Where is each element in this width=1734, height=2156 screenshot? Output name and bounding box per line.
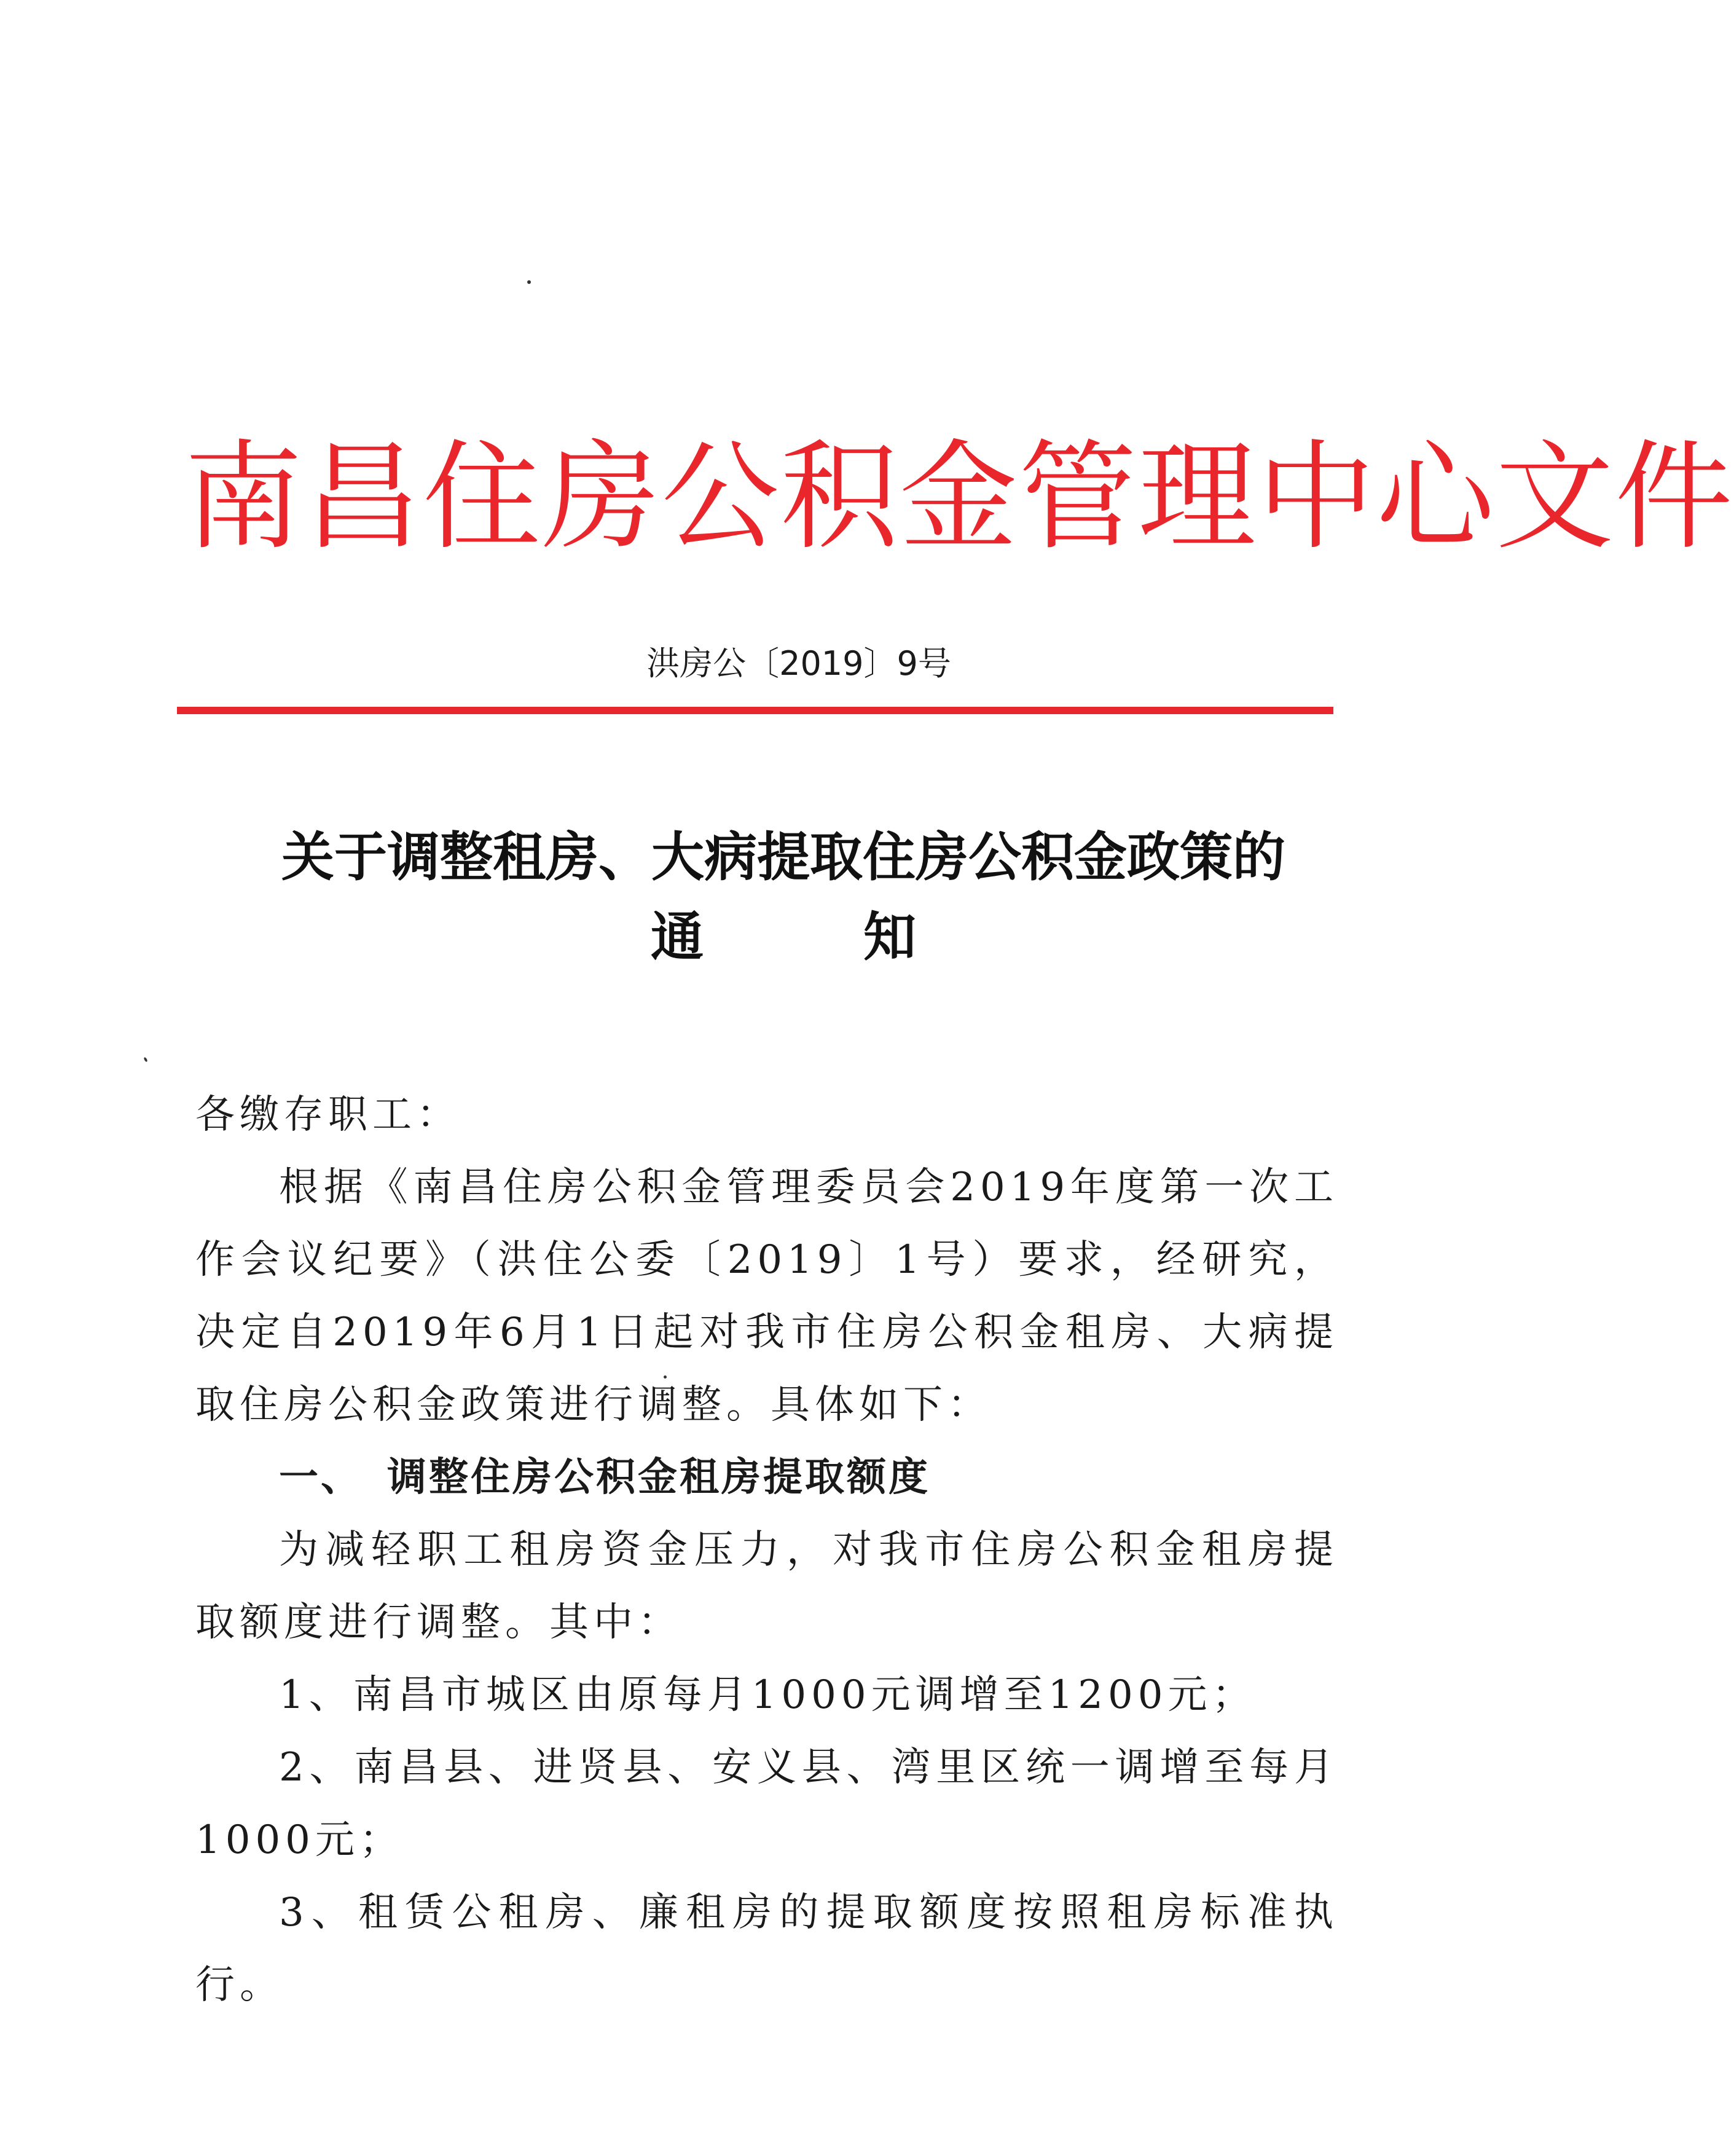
salutation: 各缴存职工： bbox=[195, 1092, 461, 1138]
scan-speck bbox=[143, 1057, 147, 1063]
notice-title-line2: 通知 bbox=[651, 907, 1076, 968]
document-body bbox=[195, 1079, 1338, 2021]
list-item: 2、南昌县、进贤县、安义县、湾里区统一调增至每月1000元； bbox=[195, 1745, 1338, 1863]
red-divider-rule bbox=[177, 707, 1333, 714]
intro-paragraph: 根据《南昌住房公积金管理委员会2019年度第一次工作会议纪要》（洪住公委〔2019〕1号）要求，经研究，决定自2019年6月1日起对我市住房公积金租房、大病提取住房公积金政策进行调整。具体如下： bbox=[195, 1165, 1338, 1428]
scan-speck bbox=[527, 280, 531, 284]
notice-title-line1: 关于调整租房、大病提取住房公积金政策的 bbox=[281, 827, 1285, 888]
document-header-title: 南昌住房公积金管理中心文件 bbox=[184, 429, 1734, 566]
section-intro-paragraph: 为减轻职工租房资金压力，对我市住房公积金租房提取额度进行调整。其中： bbox=[195, 1527, 1338, 1645]
document-number: 洪房公〔2019〕9号 bbox=[646, 644, 951, 683]
list-item: 1、南昌市城区由原每月1000元调增至1200元； bbox=[279, 1672, 1257, 1718]
section-number: 一、 bbox=[279, 1455, 363, 1500]
section-heading bbox=[195, 1441, 1338, 1514]
list-item: 3、租赁公租房、廉租房的提取额度按照租房标准执行。 bbox=[195, 1890, 1338, 2008]
section-heading-text: 调整住房公积金租房提取额度 bbox=[387, 1455, 930, 1500]
